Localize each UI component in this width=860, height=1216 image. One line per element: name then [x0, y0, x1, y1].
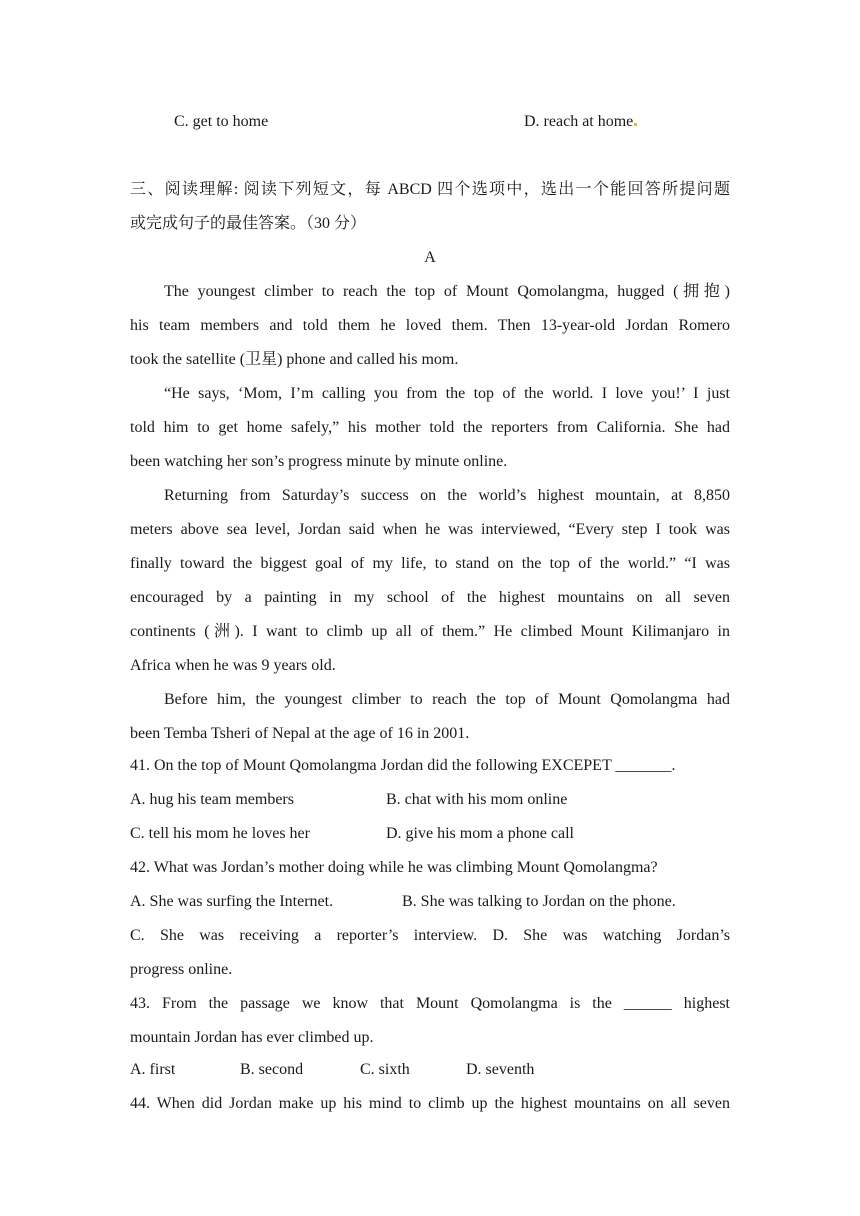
question-42-option-a: A. She was surfing the Internet. — [130, 893, 334, 910]
question-41-option-c: C. tell his mom he loves her — [130, 825, 310, 842]
question-42-stem: 42. What was Jordan’s mother doing while he was climbing Mount Qomolangma? — [130, 859, 658, 876]
passage-line: been Temba Tsheri of Nepal at the age of 16 in 2001. — [130, 725, 470, 742]
passage-line: told him to get home safely,” his mother told the reporters from California. She had — [130, 419, 730, 436]
passage-label: A — [424, 249, 436, 266]
question-41-option-b: B. chat with his mom online — [386, 791, 568, 808]
passage-line: Returning from Saturday’s success on the world’s highest mountain, at 8,850 — [164, 487, 730, 504]
highlight-mark — [634, 123, 637, 126]
question-43-option-d: D. seventh — [466, 1061, 535, 1078]
section-heading-line1: 三、阅读理解: 阅读下列短文，每 ABCD 四个选项中，选出一个能回答所提问题 — [130, 181, 730, 198]
question-44-stem: 44. When did Jordan make up his mind to climb up the highest mountains on all seven — [130, 1095, 730, 1112]
passage-line: “He says, ‘Mom, I’m calling you from the top of the world. I love you!’ I just — [164, 385, 730, 402]
option-d-prev — [524, 112, 637, 132]
question-41-option-a: A. hug his team members — [130, 791, 294, 808]
passage-line: Africa when he was 9 years old. — [130, 657, 336, 674]
passage-line: Before him, the youngest climber to reach the top of Mount Qomolangma had — [164, 691, 730, 708]
question-41-stem: 41. On the top of Mount Qomolangma Jordan did the following EXCEPET _______. — [130, 757, 676, 774]
section-heading-line2: 或完成句子的最佳答案。（30 分） — [130, 215, 367, 232]
passage-line: meters above sea level, Jordan said when he was interviewed, “Every step I took was — [130, 521, 730, 538]
question-43-option-b: B. second — [240, 1061, 304, 1078]
question-43-option-c: C. sixth — [360, 1061, 410, 1078]
question-42-option-b: B. She was talking to Jordan on the phone. — [402, 893, 676, 910]
passage-line: finally toward the biggest goal of my life, to stand on the top of the world.” “I was — [130, 555, 730, 572]
passage-line: continents (洲). I want to climb up all of them.” He climbed Mount Kilimanjaro in — [130, 623, 730, 640]
passage-line: took the satellite (卫星) phone and called his mom. — [130, 351, 459, 368]
question-43-option-a: A. first — [130, 1061, 176, 1078]
question-41-option-d: D. give his mom a phone call — [386, 825, 574, 842]
passage-line: The youngest climber to reach the top of Mount Qomolangma, hugged (拥抱) — [164, 283, 730, 300]
question-43-stem-cont: mountain Jordan has ever climbed up. — [130, 1029, 374, 1046]
question-42-options-cd: C. She was receiving a reporter’s interview. D. She was watching Jordan’s — [130, 927, 730, 944]
option-d-prev-text: D. reach at home — [524, 113, 634, 130]
passage-line: been watching her son’s progress minute by minute online. — [130, 453, 508, 470]
question-42-option-d-cont: progress online. — [130, 961, 233, 978]
passage-line: encouraged by a painting in my school of the highest mountains on all seven — [130, 589, 730, 606]
option-c-prev: C. get to home — [174, 113, 269, 130]
question-43-stem: 43. From the passage we know that Mount Qomolangma is the ______ highest — [130, 995, 730, 1012]
passage-line: his team members and told them he loved them. Then 13-year-old Jordan Romero — [130, 317, 730, 334]
